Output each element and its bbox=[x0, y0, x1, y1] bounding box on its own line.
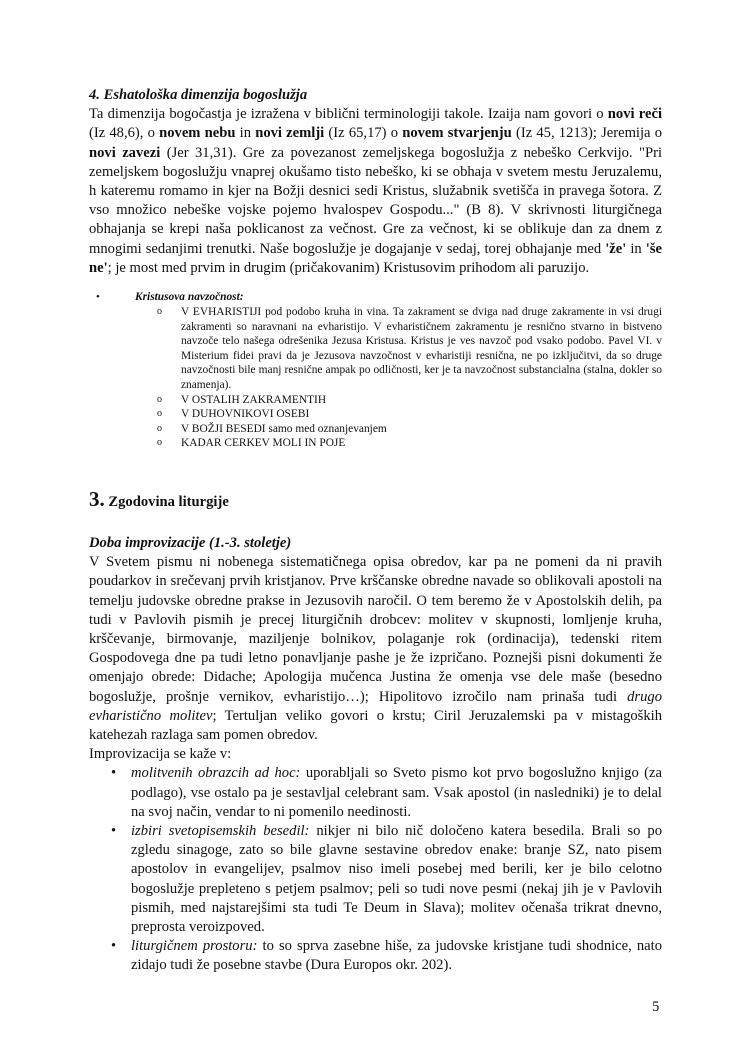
text-run: in bbox=[235, 125, 256, 142]
list-item-text: V OSTALIH ZAKRAMENTIH bbox=[181, 393, 327, 406]
circle-bullet-icon: o bbox=[157, 393, 162, 405]
section-title: Zgodovina liturgije bbox=[108, 493, 229, 510]
bullet-icon: • bbox=[111, 938, 117, 955]
presence-list bbox=[89, 290, 662, 451]
text-run: (Iz 65,17) o bbox=[324, 125, 403, 142]
list-item bbox=[135, 407, 662, 422]
list-item-text: KADAR CERKEV MOLI IN POJE bbox=[181, 437, 346, 450]
page-number: 5 bbox=[652, 999, 660, 1015]
section-3-heading bbox=[89, 487, 662, 514]
text-run: Ta dimenzija bogočastja je izražena v biblični terminologiji takole. Izaija nam govori o bbox=[89, 106, 608, 123]
bullet-icon: • bbox=[96, 291, 100, 304]
list-item bbox=[135, 436, 662, 451]
list-item bbox=[89, 290, 662, 451]
item-text: nikjer ni bilo nič določeno katera besedila. Brali so po zgledu sinagoge, zato so bile glavne sestavine obredov enake: branje SZ, nato pisem apostolov in evangelijev, psalmov niso imeli posebej med berili, ker je bilo celotno bogoslužje prepleteno s petjem psalmov; peli so tudi nove pesmi (nekaj jih je v Pavlovih pismih, med najstarejšimi sta tudi Te Deum in Slava); molitev očenaša trikrat dnevno, preprosta veroizpoved. bbox=[131, 823, 662, 936]
bullet-icon: • bbox=[111, 823, 117, 840]
item-label: liturgičnem prostoru: bbox=[131, 938, 258, 955]
text-run: ; Tertuljan veliko govori o krstu; Ciril Jeruzalemski pa v mistagoških katehezah razlaga sam pomen obredov. bbox=[89, 707, 662, 743]
text-run: (Iz 45, 1213); Jeremija o bbox=[511, 125, 662, 142]
circle-bullet-icon: o bbox=[157, 408, 162, 420]
section-4-heading: 4. Eshatološka dimenzija bogoslužja bbox=[89, 87, 308, 103]
document-page bbox=[89, 86, 662, 976]
bold-term: novem stvarjenju bbox=[402, 125, 512, 142]
presence-label: Kristusova navzočnost: bbox=[135, 291, 244, 304]
section-4-paragraph bbox=[89, 105, 662, 278]
bold-term: novi zemlji bbox=[255, 125, 325, 142]
item-label: molitvenih obrazcih ad hoc: bbox=[131, 765, 301, 782]
item-label: izbiri svetopisemskih besedil: bbox=[131, 823, 310, 840]
list-item bbox=[135, 422, 662, 437]
list-item bbox=[135, 305, 662, 393]
circle-bullet-icon: o bbox=[157, 306, 162, 318]
bold-term: novi zavezi bbox=[89, 144, 161, 161]
text-run: V Svetem pismu ni nobenega sistematičnega opisa obredov, kar pa ne pomeni da ni pravih poudarkov in srečevanj prvih kristjanov. Prve krščanske obredne navade so oblikovali apostoli na temelju judovske obredne prakse in Jezusovih naročil. O tem beremo že v Apostolskih delih, pa tudi v Pavlovih pismih je precej liturgičnih drobcev: molitev v skupnosti, lomljenje kruha, krščevanje, birmovanje, maziljenje bolnikov, polaganje rok (ordinacija), tedenski ritem Gospodovega dne pa tudi letno ponavljanje pashe je že izpričano. Poznejši pisni dokumenti že omenjajo obrede: Didache; Apologija mučenca Justina že omenja vse dele maše (besedno bogoslužje, prošnje vernikov, evharistijo…); Hipolitovo izročilo nam prinaša tudi bbox=[89, 554, 662, 705]
list-item bbox=[89, 764, 662, 822]
item-text: uporabljali so Sveto pismo kot prvo bogoslužno knjigo (za podlago), vse ostalo pa je sestavljal celebrant sam. Vsak apostol (in nasledniki) je to delal na svoj način, vendar to ni pomenilo needinosti. bbox=[131, 765, 662, 820]
text-run: in bbox=[626, 240, 646, 257]
bold-term: novi reči bbox=[607, 106, 663, 123]
list-item bbox=[89, 937, 662, 975]
bold-term: 'že' bbox=[605, 240, 627, 257]
improv-list bbox=[89, 764, 662, 975]
bullet-icon: • bbox=[111, 765, 117, 782]
section-number: 3. bbox=[89, 486, 105, 511]
bold-term: 'še ne' bbox=[89, 240, 662, 276]
subsection-heading: Doba improvizacije (1.-3. stoletje) bbox=[89, 534, 292, 551]
presence-sublist bbox=[135, 305, 662, 451]
section-3-paragraph bbox=[89, 553, 662, 745]
text-run: ; je most med prvim in drugim (pričakovanim) Kristusovim prihodom ali paruzijo. bbox=[107, 259, 590, 276]
text-run: (Iz 48,6), o bbox=[89, 125, 160, 142]
list-item-text: V DUHOVNIKOVI OSEBI bbox=[181, 408, 310, 421]
list-item bbox=[135, 393, 662, 408]
improv-intro: Improvizacija se kaže v: bbox=[89, 746, 232, 763]
italic-term: drugo evharistično molitev bbox=[89, 688, 662, 724]
circle-bullet-icon: o bbox=[157, 422, 162, 434]
bold-term: novem nebu bbox=[159, 125, 236, 142]
circle-bullet-icon: o bbox=[157, 437, 162, 449]
list-item bbox=[89, 822, 662, 937]
list-item-text: V EVHARISTIJI pod podobo kruha in vina. Ta zakrament se dviga nad druge zakramente in vsi drugi zakramenti so naravnani na evharistijo. V evharističnem zakramentu je resnično stvarno in bistveno navzoče telo našega odrešenika Jezusa Kristusa. Kristus je ves navzoč pod vsako podobo. Pavel VI. v Misterium fidei pravi da je Jezusova navzočnost v evharistiji resnična, ne po izključitvi, da so druge navzočnosti bile manj resnične ampak po odličnosti, ker je ta navzočnost substancialna (stalna, dokler so znamenja). bbox=[181, 306, 662, 391]
item-text: to so sprva zasebne hiše, za judovske kristjane tudi shodnice, nato zidajo tudi že posebne stavbe (Dura Europos okr. 202). bbox=[131, 938, 662, 974]
text-run: (Jer 31,31). Gre za povezanost zemeljskega bogoslužja z nebeško Cerkvijo. "Pri zemeljskem bogoslužju vnaprej okušamo tisto nebeško, ki se obhaja v svetem mestu Jeruzalemu, h kateremu romamo in kjer na Božji desnici sedi Kristus, služabnik svetišča in pravega šotora. Z vso množico nebeške vojske pojemo hvalospev Gospodu..." (B 8). V skrivnosti liturgičnega obhajanja se krepi naša poklicanost za večnost. Gre za večnost, ki se oblikuje dan za dnem z mnogimi sedanjimi trenutki. Naše bogoslužje je dogajanje v sedaj, torej obhajanje med bbox=[89, 144, 662, 257]
list-item-text: V BOŽJI BESEDI samo med oznanjevanjem bbox=[181, 422, 387, 435]
